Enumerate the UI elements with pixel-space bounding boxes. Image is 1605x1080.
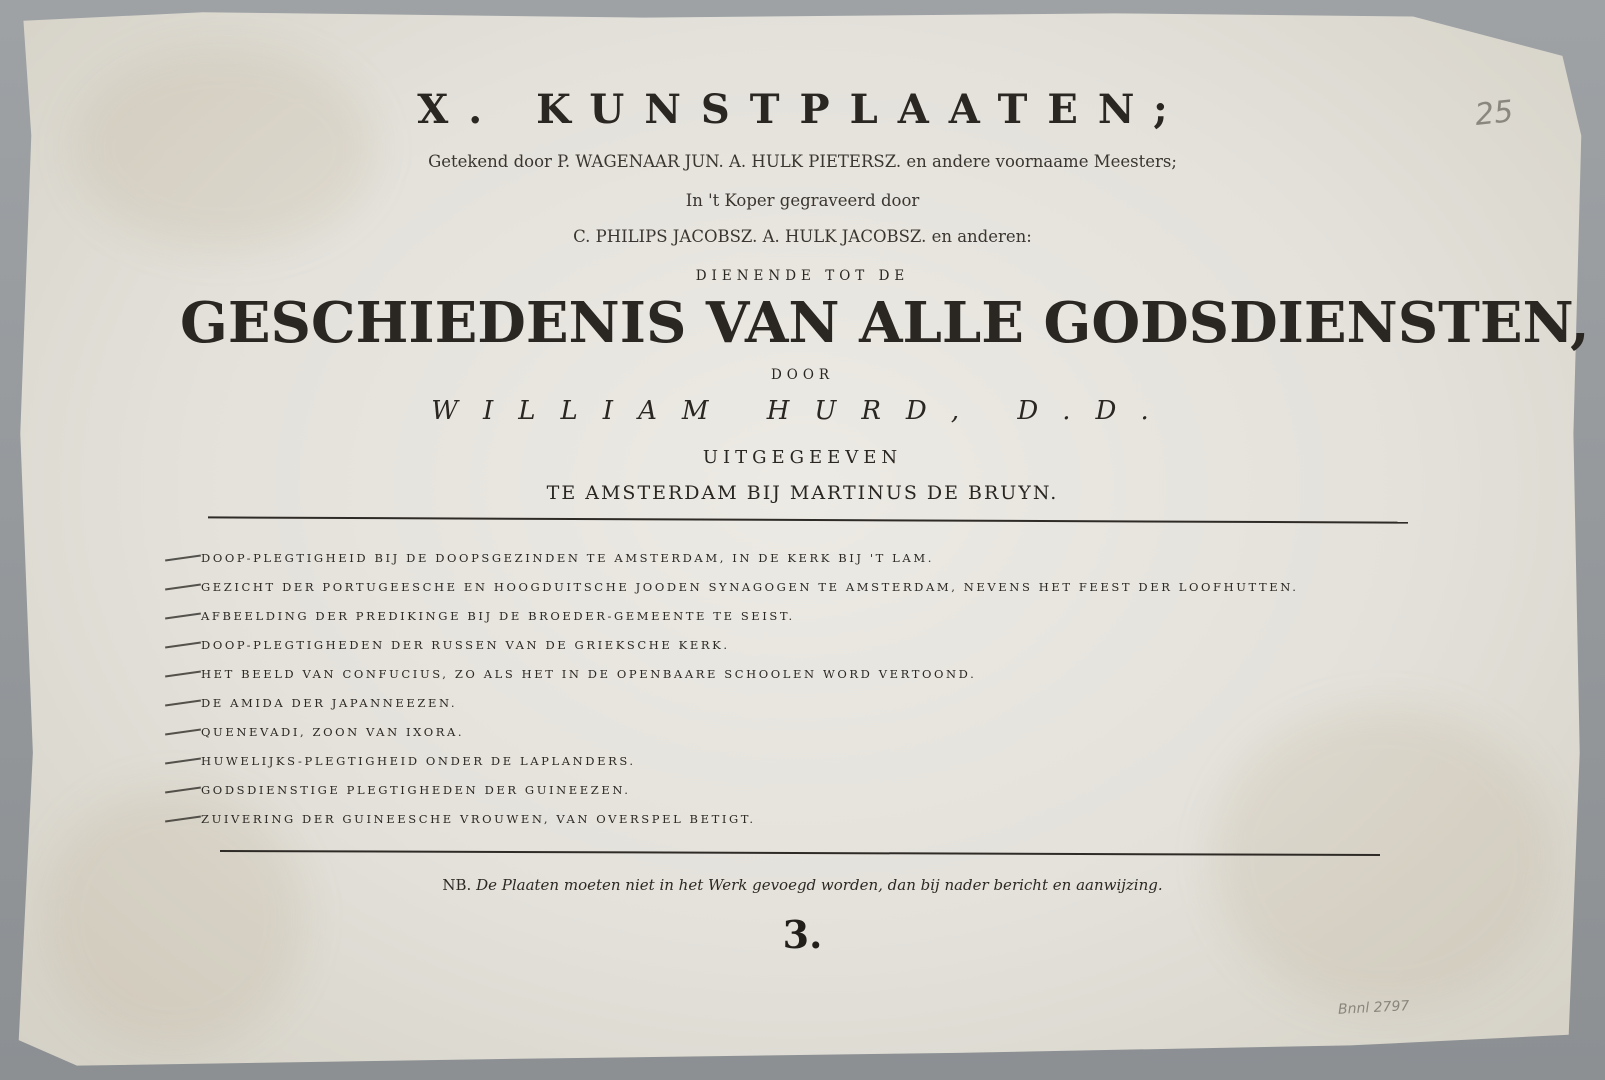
pencil-tick-icon — [165, 555, 201, 562]
publisher-line: TE AMSTERDAM BIJ MARTINUS DE BRUYN. — [546, 482, 1059, 504]
author-name: WILLIAM HURD, D.D. — [431, 396, 1174, 426]
plate-item: AFBEELDING DER PREDIKINGE BIJ DE BROEDER-GEMEENTE TE SEIST. — [165, 605, 795, 627]
credit-line-engraved: In 't Koper gegraveerd door — [685, 191, 920, 210]
plate-item: GEZICHT DER PORTUGEESCHE EN HOOGDUITSCHE JOODEN SYNAGOGEN TE AMSTERDAM, NEVENS HET FEEST DER LOOFHUTTEN. — [165, 576, 1298, 598]
plate-item: HET BEELD VAN CONFUCIUS, ZO ALS HET IN DE OPENBAARE SCHOOLEN WORD VERTOOND. — [165, 663, 976, 685]
plate-item: QUENEVADI, ZOON VAN IXORA. — [165, 721, 464, 743]
plate-item: DOOP-PLEGTIGHEDEN DER RUSSEN VAN DE GRIEKSCHE KERK. — [165, 634, 730, 656]
note-prefix: NB. — [442, 876, 472, 894]
pencil-tick-icon — [165, 613, 201, 620]
plate-item: DE AMIDA DER JAPANNEEZEN. — [165, 692, 457, 714]
pencil-annotation-corner: 25 — [1473, 94, 1515, 133]
signature-number: 3. — [782, 912, 823, 957]
plates-title: X. KUNSTPLAATEN; — [417, 86, 1188, 133]
pencil-tick-icon — [165, 584, 201, 591]
plate-item: DOOP-PLEGTIGHEID BIJ DE DOOPSGEZINDEN TE AMSTERDAM, IN DE KERK BIJ 'T LAM. — [165, 547, 934, 569]
note-body: De Plaaten moeten niet in het Werk gevoegd worden, dan bij nader bericht en aanwijzing. — [476, 876, 1163, 894]
pencil-inventory-mark: Bnnl 2797 — [1337, 998, 1410, 1018]
main-title: GESCHIEDENIS VAN ALLE GODSDIENSTEN, — [180, 290, 1590, 356]
pencil-tick-icon — [165, 700, 201, 707]
credit-line-drawn: Getekend door P. WAGENAAR JUN. A. HULK PIETERSZ. en andere voornaame Meesters; — [428, 152, 1177, 171]
dienende-label: DIENENDE TOT DE — [695, 268, 910, 284]
pencil-tick-icon — [165, 729, 201, 736]
door-label: DOOR — [770, 367, 835, 383]
binding-note — [180, 876, 1425, 894]
pencil-tick-icon — [165, 758, 201, 765]
plate-item: ZUIVERING DER GUINEESCHE VROUWEN, VAN OVERSPEL BETIGT. — [165, 808, 756, 830]
pencil-tick-icon — [165, 671, 201, 678]
plate-item: GODSDIENSTIGE PLEGTIGHEDEN DER GUINEEZEN. — [165, 779, 631, 801]
plate-item: HUWELIJKS-PLEGTIGHEID ONDER DE LAPLANDERS. — [165, 750, 636, 772]
uitgegeeven-label: UITGEGEEVEN — [702, 447, 903, 468]
pencil-tick-icon — [165, 787, 201, 794]
pencil-tick-icon — [165, 642, 201, 649]
credit-line-engravers: C. PHILIPS JACOBSZ. A. HULK JACOBSZ. en anderen: — [573, 227, 1032, 246]
pencil-tick-icon — [165, 816, 201, 823]
